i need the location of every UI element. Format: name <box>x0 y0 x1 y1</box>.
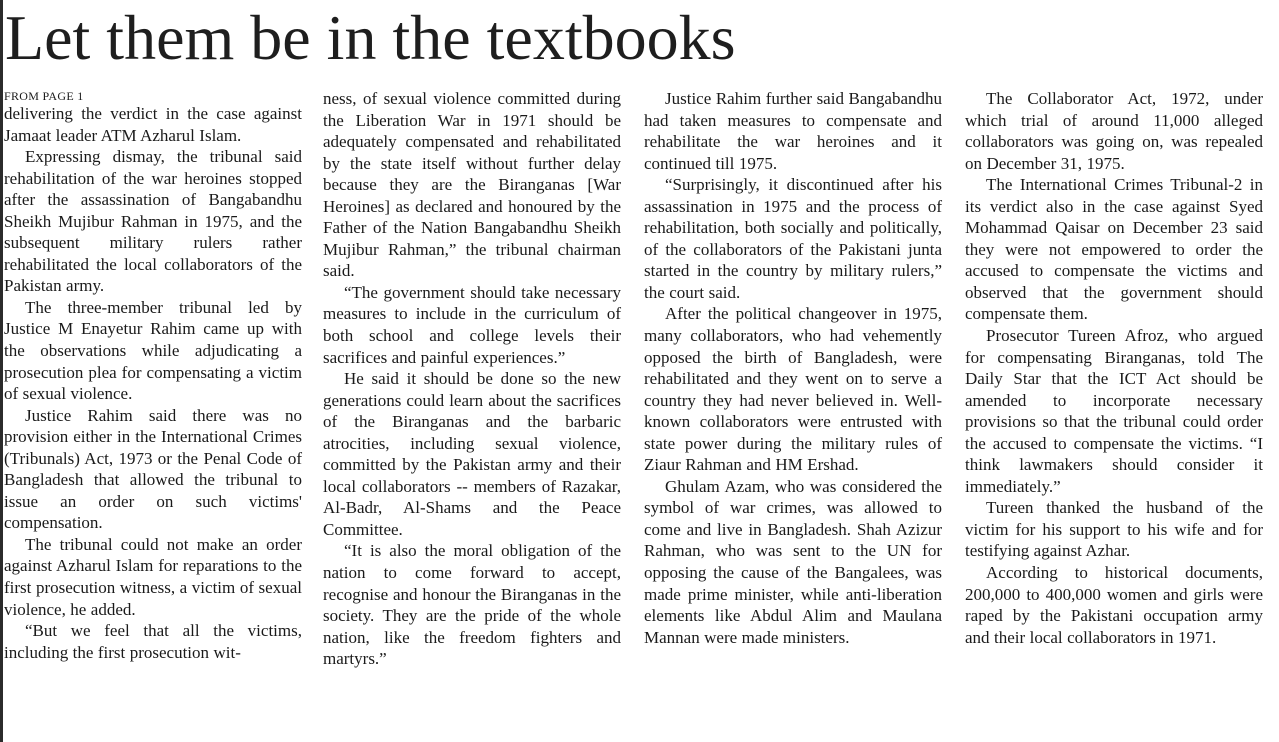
paragraph: The International Crimes Tribunal-2 in its verdict also in the case against Syed Mohammad Qaisar on December 23 said they were not empowered to order the accused to compensate the victims and observed that the government should compensate them. <box>965 175 1263 324</box>
paragraph: According to historical documents, 200,000 to 400,000 women and girls were raped by the Pakistani occupation army and their local collaborators in 1971. <box>965 563 1263 647</box>
article-column-3 <box>644 88 942 648</box>
paragraph: ness, of sexual violence committed during the Liberation War in 1971 should be adequately compensated and rehabilitated by the state itself without further delay because they are the Biranganas [War Heroines] as declared and honoured by the Father of the Nation Bangabandhu Sheikh Mujibur Rahman,” the tribunal chairman said. <box>323 89 621 281</box>
headline: Let them be in the textbooks <box>5 2 736 73</box>
paragraph: Prosecutor Tureen Afroz, who argued for compensating Biranganas, told The Daily Star that the ICT Act should be amended to incorporate necessary provisions so that the tribunal could order the accused to compensate the victims. “I think lawmakers should consider it immediately.” <box>965 326 1263 496</box>
paragraph: The Collaborator Act, 1972, under which trial of around 11,000 alleged collaborators was going on, was repealed on December 31, 1975. <box>965 89 1263 173</box>
paragraph: Ghulam Azam, who was considered the symbol of war crimes, was allowed to come and live in Bangladesh. Shah Azizur Rahman, who was sent to the UN for opposing the cause of the Bangalees, was made prime minister, while anti-liberation elements like Abdul Alim and Maulana Mannan were made ministers. <box>644 476 942 647</box>
paragraph: He said it should be done so the new generations could learn about the sacrifices of the Biranganas and the barbaric atrocities, including sexual violence, committed by the Pakistan army and their local collaborators -- members of Razakar, Al-Badr, Al-Shams and the Peace Committee. <box>323 369 621 539</box>
page-edge-rule <box>0 0 3 742</box>
paragraph: Justice Rahim further said Bangabandhu had taken measures to compensate and rehabilitate the war heroines and it continued till 1975. <box>644 89 942 173</box>
article-column-1 <box>4 103 302 663</box>
paragraph: delivering the verdict in the case against Jamaat leader ATM Azharul Islam. <box>4 104 302 145</box>
article-column-4 <box>965 88 1263 648</box>
paragraph: “Surprisingly, it discontinued after his assassination in 1975 and the process of rehabilitation, both socially and politically, of the collaborators of the Pakistani junta started in the country by military rulers,” the court said. <box>644 175 942 302</box>
paragraph: The tribunal could not make an order against Azharul Islam for reparations to the first prosecution witness, a victim of sexual violence, he added. <box>4 534 302 619</box>
paragraph: After the political changeover in 1975, many collaborators, who had vehemently opposed the birth of Bangladesh, were rehabilitated and they went on to serve a country they had never believed in. Well-known collaborators were entrusted with state power during the military rules of Ziaur Rahman and HM Ershad. <box>644 304 942 475</box>
paragraph: Justice Rahim said there was no provision either in the International Crimes (Tribunals) Act, 1973 or the Penal Code of Bangladesh that allowed the tribunal to issue an order on such victims' compensation. <box>4 405 302 533</box>
article-column-2 <box>323 88 621 670</box>
continuation-kicker: FROM PAGE 1 <box>4 89 84 103</box>
paragraph: “It is also the moral obligation of the nation to come forward to accept, recognise and honour the Biranganas in the society. They are the pride of the whole nation, like the freedom fighters and martyrs.” <box>323 541 621 669</box>
paragraph: The three-member tribunal led by Justice M Enayetur Rahim came up with the observations while adjudicating a prosecution plea for compensating a victim of sexual violence. <box>4 297 302 404</box>
paragraph: “The government should take necessary measures to include in the curriculum of both school and college levels their sacrifices and painful experiences.” <box>323 282 621 367</box>
paragraph: Tureen thanked the husband of the victim for his support to his wife and for testifying against Azhar. <box>965 498 1263 561</box>
paragraph: Expressing dismay, the tribunal said rehabilitation of the war heroines stopped after the assassination of Bangabandhu Sheikh Mujibur Rahman in 1975, and the subsequent military rulers rather rehabilitated the local collaborators of the Pakistan army. <box>4 147 302 296</box>
paragraph: “But we feel that all the victims, including the first prosecution wit- <box>4 621 302 662</box>
